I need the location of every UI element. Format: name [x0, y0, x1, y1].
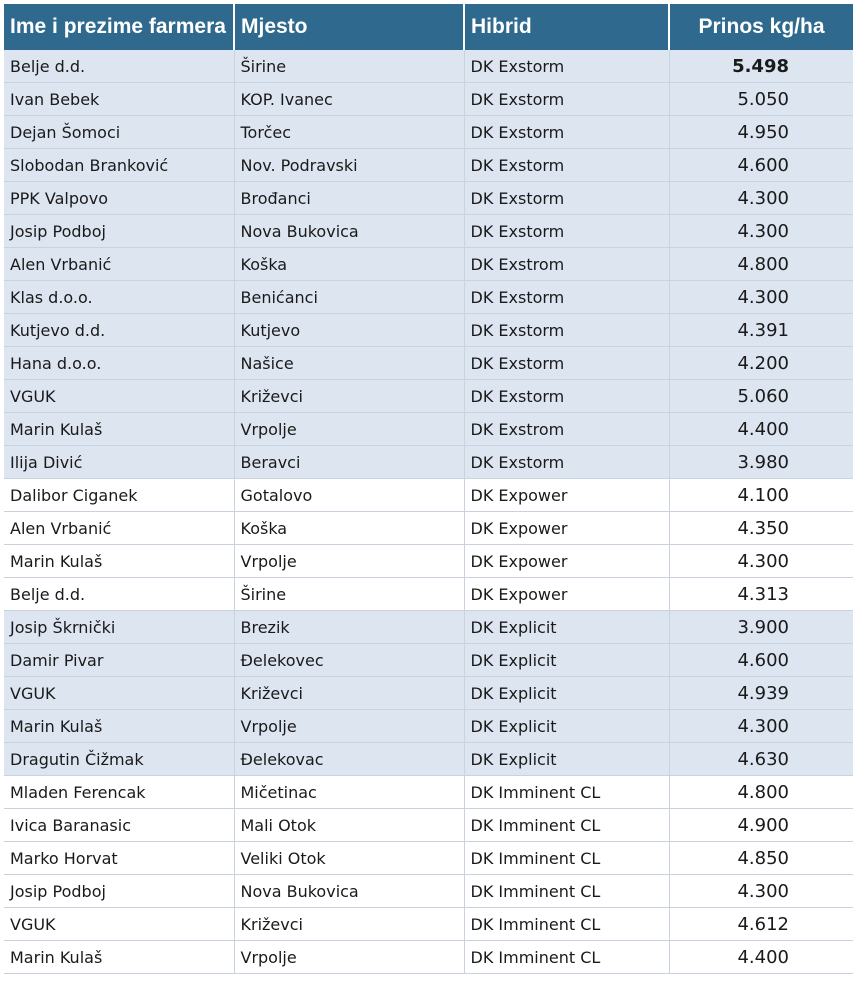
farmer-cell: VGUK	[4, 380, 234, 413]
header-yield: Prinos kg/ha	[669, 4, 853, 50]
yield-cell: 4.391	[669, 314, 853, 347]
yield-cell: 5.050	[669, 83, 853, 116]
table-row	[4, 578, 853, 611]
hybrid-cell: DK Exstorm	[464, 83, 669, 116]
hybrid-cell: DK Explicit	[464, 677, 669, 710]
hybrid-cell: DK Expower	[464, 578, 669, 611]
yield-cell: 4.300	[669, 281, 853, 314]
hybrid-cell: DK Exstorm	[464, 446, 669, 479]
farmer-cell: Alen Vrbanić	[4, 512, 234, 545]
yield-cell: 3.900	[669, 611, 853, 644]
table-row	[4, 380, 853, 413]
hybrid-cell: DK Exstorm	[464, 215, 669, 248]
hybrid-cell: DK Imminent CL	[464, 908, 669, 941]
farmer-cell: VGUK	[4, 677, 234, 710]
table-row	[4, 776, 853, 809]
table-row	[4, 908, 853, 941]
header-place: Mjesto	[234, 4, 464, 50]
yield-cell: 4.950	[669, 116, 853, 149]
farmer-cell: Mladen Ferencak	[4, 776, 234, 809]
place-cell: Našice	[234, 347, 464, 380]
farmer-cell: Damir Pivar	[4, 644, 234, 677]
table-row	[4, 644, 853, 677]
hybrid-cell: DK Exstorm	[464, 50, 669, 83]
place-cell: Vrpolje	[234, 710, 464, 743]
table-row	[4, 248, 853, 281]
yield-cell: 4.100	[669, 479, 853, 512]
yield-cell: 5.060	[669, 380, 853, 413]
place-cell: Vrpolje	[234, 941, 464, 974]
yield-cell: 5.498	[669, 50, 853, 83]
farmer-cell: VGUK	[4, 908, 234, 941]
table-row	[4, 611, 853, 644]
yield-cell: 4.630	[669, 743, 853, 776]
place-cell: Križevci	[234, 908, 464, 941]
hybrid-cell: DK Exstorm	[464, 347, 669, 380]
hybrid-cell: DK Imminent CL	[464, 809, 669, 842]
place-cell: Koška	[234, 512, 464, 545]
table-row	[4, 512, 853, 545]
yield-cell: 4.300	[669, 875, 853, 908]
yield-cell: 4.400	[669, 941, 853, 974]
farmer-cell: Marin Kulaš	[4, 545, 234, 578]
farmer-cell: Dalibor Ciganek	[4, 479, 234, 512]
hybrid-cell: DK Expower	[464, 512, 669, 545]
hybrid-cell: DK Exstorm	[464, 182, 669, 215]
table-row	[4, 116, 853, 149]
yield-cell: 4.800	[669, 248, 853, 281]
yield-table	[4, 4, 853, 974]
place-cell: Križevci	[234, 677, 464, 710]
hybrid-cell: DK Explicit	[464, 611, 669, 644]
farmer-cell: Josip Podboj	[4, 875, 234, 908]
place-cell: Beravci	[234, 446, 464, 479]
place-cell: Gotalovo	[234, 479, 464, 512]
yield-cell: 4.600	[669, 149, 853, 182]
place-cell: KOP. Ivanec	[234, 83, 464, 116]
hybrid-cell: DK Exstrom	[464, 248, 669, 281]
yield-cell: 4.313	[669, 578, 853, 611]
place-cell: Vrpolje	[234, 413, 464, 446]
table-row	[4, 182, 853, 215]
hybrid-cell: DK Expower	[464, 545, 669, 578]
table-row	[4, 941, 853, 974]
hybrid-cell: DK Expower	[464, 479, 669, 512]
yield-cell: 4.350	[669, 512, 853, 545]
table-row	[4, 809, 853, 842]
table-row	[4, 545, 853, 578]
farmer-cell: PPK Valpovo	[4, 182, 234, 215]
yield-cell: 4.900	[669, 809, 853, 842]
hybrid-cell: DK Explicit	[464, 710, 669, 743]
table-row	[4, 875, 853, 908]
table-row	[4, 347, 853, 380]
table-row	[4, 314, 853, 347]
farmer-cell: Josip Škrnički	[4, 611, 234, 644]
yield-cell: 4.850	[669, 842, 853, 875]
hybrid-cell: DK Imminent CL	[464, 776, 669, 809]
farmer-cell: Marko Horvat	[4, 842, 234, 875]
hybrid-cell: DK Imminent CL	[464, 875, 669, 908]
place-cell: Mali Otok	[234, 809, 464, 842]
yield-cell: 3.980	[669, 446, 853, 479]
table-row	[4, 215, 853, 248]
farmer-cell: Dejan Šomoci	[4, 116, 234, 149]
yield-cell: 4.300	[669, 182, 853, 215]
place-cell: Širine	[234, 578, 464, 611]
table-row	[4, 149, 853, 182]
hybrid-cell: DK Exstorm	[464, 314, 669, 347]
hybrid-cell: DK Imminent CL	[464, 842, 669, 875]
place-cell: Vrpolje	[234, 545, 464, 578]
yield-cell: 4.600	[669, 644, 853, 677]
place-cell: Koška	[234, 248, 464, 281]
header-hybrid: Hibrid	[464, 4, 669, 50]
farmer-cell: Ilija Divić	[4, 446, 234, 479]
farmer-cell: Hana d.o.o.	[4, 347, 234, 380]
yield-cell: 4.400	[669, 413, 853, 446]
farmer-cell: Belje d.d.	[4, 578, 234, 611]
hybrid-cell: DK Exstorm	[464, 380, 669, 413]
farmer-cell: Slobodan Branković	[4, 149, 234, 182]
yield-cell: 4.200	[669, 347, 853, 380]
place-cell: Nova Bukovica	[234, 875, 464, 908]
table-row	[4, 50, 853, 83]
table-row	[4, 446, 853, 479]
place-cell: Brođanci	[234, 182, 464, 215]
header-farmer: Ime i prezime farmera	[4, 4, 234, 50]
hybrid-cell: DK Exstrom	[464, 413, 669, 446]
farmer-cell: Josip Podboj	[4, 215, 234, 248]
hybrid-cell: DK Exstorm	[464, 149, 669, 182]
farmer-cell: Klas d.o.o.	[4, 281, 234, 314]
table-row	[4, 710, 853, 743]
table-row	[4, 743, 853, 776]
hybrid-cell: DK Explicit	[464, 743, 669, 776]
farmer-cell: Alen Vrbanić	[4, 248, 234, 281]
place-cell: Đelekovac	[234, 743, 464, 776]
place-cell: Benićanci	[234, 281, 464, 314]
table-body	[4, 50, 853, 974]
place-cell: Mičetinac	[234, 776, 464, 809]
place-cell: Veliki Otok	[234, 842, 464, 875]
table-row	[4, 413, 853, 446]
table-header-row	[4, 4, 853, 50]
farmer-cell: Dragutin Čižmak	[4, 743, 234, 776]
farmer-cell: Marin Kulaš	[4, 413, 234, 446]
table-row	[4, 281, 853, 314]
farmer-cell: Kutjevo d.d.	[4, 314, 234, 347]
place-cell: Nova Bukovica	[234, 215, 464, 248]
farmer-cell: Marin Kulaš	[4, 710, 234, 743]
yield-cell: 4.300	[669, 215, 853, 248]
place-cell: Đelekovec	[234, 644, 464, 677]
place-cell: Torčec	[234, 116, 464, 149]
place-cell: Širine	[234, 50, 464, 83]
hybrid-cell: DK Imminent CL	[464, 941, 669, 974]
table-row	[4, 479, 853, 512]
yield-cell: 4.939	[669, 677, 853, 710]
place-cell: Kutjevo	[234, 314, 464, 347]
hybrid-cell: DK Exstorm	[464, 281, 669, 314]
farmer-cell: Ivica Baranasic	[4, 809, 234, 842]
farmer-cell: Belje d.d.	[4, 50, 234, 83]
yield-cell: 4.300	[669, 545, 853, 578]
yield-cell: 4.800	[669, 776, 853, 809]
farmer-cell: Ivan Bebek	[4, 83, 234, 116]
hybrid-cell: DK Exstorm	[464, 116, 669, 149]
table-row	[4, 842, 853, 875]
place-cell: Nov. Podravski	[234, 149, 464, 182]
place-cell: Križevci	[234, 380, 464, 413]
hybrid-cell: DK Explicit	[464, 644, 669, 677]
table-row	[4, 83, 853, 116]
farmer-cell: Marin Kulaš	[4, 941, 234, 974]
yield-cell: 4.300	[669, 710, 853, 743]
place-cell: Brezik	[234, 611, 464, 644]
yield-cell: 4.612	[669, 908, 853, 941]
table-row	[4, 677, 853, 710]
